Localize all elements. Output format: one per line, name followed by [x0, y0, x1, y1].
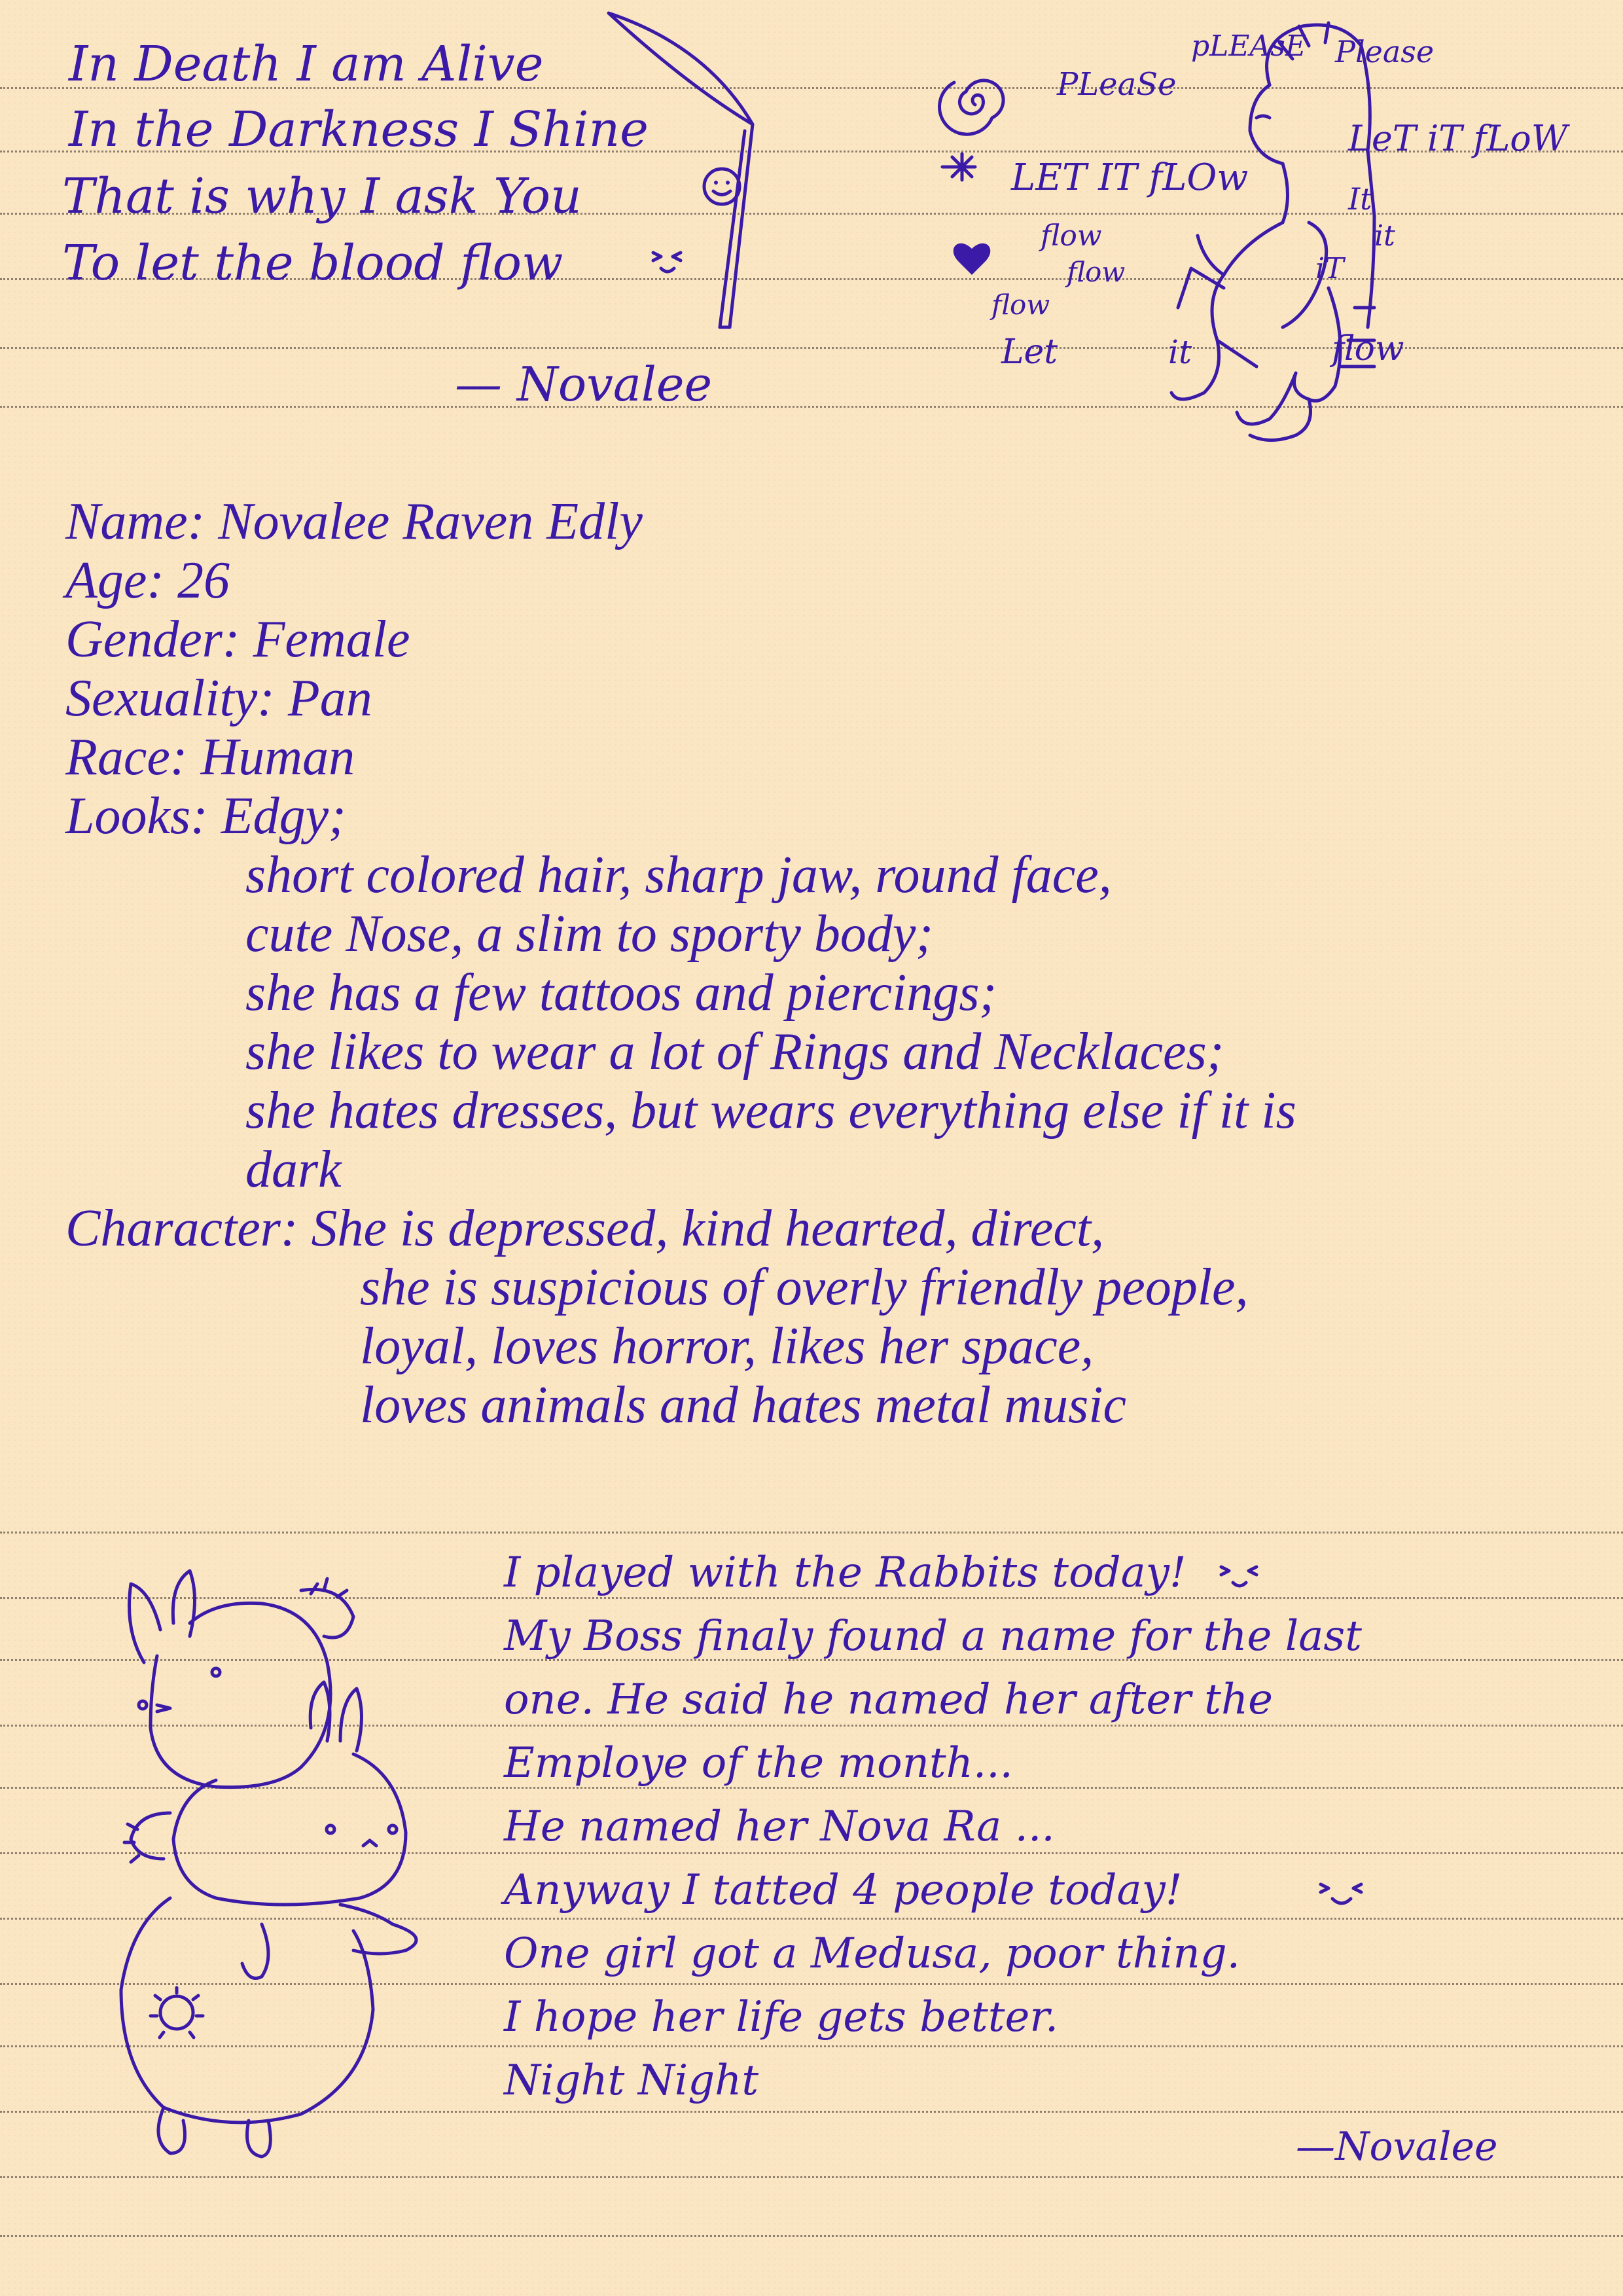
profile-age: Age: 26	[65, 552, 230, 609]
character-profile	[65, 492, 1296, 1435]
profile-character-line: she is suspicious of overly friendly people,	[360, 1259, 1249, 1316]
drawing-word: Please	[1335, 34, 1435, 69]
poem-line: In the Darkness I Shine	[69, 101, 649, 158]
drawing-word: LeT iT fLoW	[1348, 118, 1568, 159]
poem-line: In Death I am Alive	[69, 36, 544, 92]
happy-face-icon	[1217, 1558, 1270, 1597]
drawing-word: flow	[1041, 219, 1102, 253]
profile-looks-line: cute Nose, a slim to sporty body;	[245, 905, 933, 963]
scythe-icon	[589, 7, 851, 334]
poem-line: That is why I ask You	[62, 168, 582, 224]
profile-character-line: loyal, loves horror, likes her space,	[360, 1318, 1094, 1375]
drawing-word: it	[1168, 333, 1192, 371]
drawing-word: flow	[991, 289, 1050, 321]
diary-entry	[504, 1541, 1362, 2113]
rabbits-illustration	[65, 1532, 471, 2199]
drawing-word: It	[1348, 181, 1372, 217]
profile-name: Name: Novalee Raven Edly	[65, 493, 643, 550]
profile-race: Race: Human	[65, 728, 355, 786]
profile-gender: Gender: Female	[65, 611, 410, 668]
profile-looks-line: short colored hair, sharp jaw, round face,	[245, 846, 1112, 904]
drawing-word: iT	[1315, 252, 1344, 285]
diary-line: Employe of the month...	[504, 1739, 1013, 1787]
profile-looks-line: she hates dresses, but wears everything else if it is	[245, 1082, 1296, 1139]
profile-character-line: loves animals and hates metal music	[360, 1376, 1126, 1434]
profile-character-first: Character: She is depressed, kind hearted, direct,	[65, 1200, 1105, 1257]
drawing-word: LET IT fLOw	[1011, 156, 1249, 199]
drawing-word: PLeaSe	[1057, 66, 1177, 103]
profile-looks-line: dark	[245, 1141, 342, 1198]
diary-line: one. He said he named her after the	[504, 1676, 1274, 1724]
drawing-word: Let	[1001, 332, 1058, 372]
profile-looks-line: she has a few tattoos and piercings;	[245, 964, 997, 1022]
diary-signature: —Novalee	[1296, 2124, 1498, 2170]
diary-line: He named her Nova Ra ...	[504, 1803, 1055, 1851]
spiral-icon	[940, 81, 1004, 134]
drawing-word: flow	[1067, 256, 1126, 288]
heart-icon	[954, 243, 991, 275]
diary-line: I hope her life gets better.	[504, 1993, 1059, 2041]
profile-sexuality: Sexuality: Pan	[65, 670, 372, 727]
poem-line: To let the blood flow	[62, 235, 563, 291]
happy-face-icon	[1315, 1875, 1374, 1914]
ruled-line	[0, 2235, 1623, 2237]
girl-sketch-illustration	[916, 0, 1623, 458]
diary-line: Night Night	[504, 2056, 759, 2105]
poem-signature: — Novalee	[455, 357, 713, 412]
drawing-word: flow	[1332, 329, 1404, 368]
drawing-word: pLEAsE	[1191, 29, 1306, 63]
sparkle-icon	[942, 154, 975, 180]
diary-line: I played with the Rabbits today!	[504, 1549, 1186, 1597]
profile-looks-label: Looks: Edgy;	[65, 787, 346, 845]
profile-looks-line: she likes to wear a lot of Rings and Necklaces;	[245, 1023, 1224, 1081]
diary-line: Anyway I tatted 4 people today!	[504, 1866, 1183, 1914]
drawing-word: it	[1374, 219, 1395, 253]
diary-line: One girl got a Medusa, poor thing.	[504, 1929, 1240, 1978]
diary-line: My Boss finaly found a name for the last	[504, 1612, 1362, 1660]
